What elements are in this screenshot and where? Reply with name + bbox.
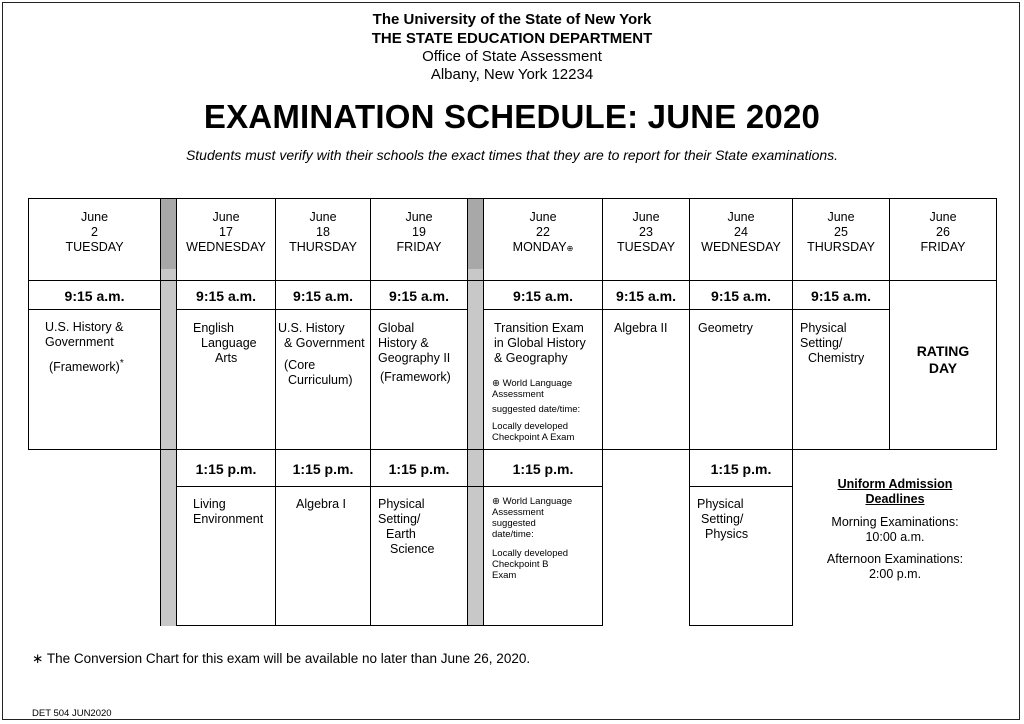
exam-algebra-i: Algebra I: [296, 497, 347, 511]
exam-physical-setting-earth-science: Physical Setting/ Earth Science: [378, 497, 435, 556]
exam-geometry: Geometry: [698, 321, 753, 335]
afternoon-time-june-24: 1:15 p.m.: [710, 461, 772, 477]
day-header-june-24: June 24 WEDNESDAY: [701, 210, 781, 254]
page-title: EXAMINATION SCHEDULE: JUNE 2020: [203, 98, 821, 135]
afternoon-time-june-22: 1:15 p.m.: [512, 461, 574, 477]
world-language-mark-icon: ⊕: [566, 244, 574, 253]
subtitle: Students must verify with their schools the exact times that they are to report for their State examinations.: [185, 147, 839, 163]
exam-global-history-ii: Global History & Geography II (Framework): [378, 321, 451, 384]
exam-living-environment: Living Environment: [193, 497, 264, 526]
afternoon-time-june-18: 1:15 p.m.: [292, 461, 354, 477]
document-code: DET 504 JUN2020: [32, 708, 112, 719]
conversion-chart-footnote: ∗ The Conversion Chart for this exam will be available no later than June 26, 2020.: [32, 651, 531, 666]
exam-us-history-framework: U.S. History & Government (Framework)*: [45, 320, 124, 375]
exam-physical-setting-physics: Physical Setting/ Physics: [697, 497, 749, 541]
world-language-checkpoint-b: ⊕ World Language Assessment suggested date/time: Locally developed Checkpoint B Exam: [492, 496, 573, 581]
afternoon-deadline-label: Afternoon Examinations:: [826, 552, 964, 566]
exam-us-history-core: U.S. History & Government (Core Curriculum): [278, 321, 365, 387]
morning-time-june-23: 9:15 a.m.: [616, 288, 676, 304]
day-header-june-18: June 18 THURSDAY: [289, 210, 357, 254]
afternoon-time-june-19: 1:15 p.m.: [388, 461, 450, 477]
day-header-june-22: June 22 MONDAY⊕: [512, 210, 574, 254]
exam-transition-global-history: Transition Exam in Global History & Geography: [494, 321, 586, 365]
day-header-june-23: June 23 TUESDAY: [616, 210, 676, 254]
address: Albany, New York 12234: [430, 66, 594, 83]
deadlines-title: Uniform Admission: [837, 477, 953, 491]
morning-time-june-24: 9:15 a.m.: [711, 288, 771, 304]
department-name: THE STATE EDUCATION DEPARTMENT: [371, 30, 653, 47]
exam-algebra-ii: Algebra II: [614, 321, 668, 335]
admission-deadlines: Uniform Admission Deadlines Morning Examinations: 10:00 a.m. Afternoon Examinations: 2:00 p.m.: [800, 477, 990, 582]
morning-time-june-2: 9:15 a.m.: [64, 288, 125, 304]
day-header-june-2: June 2 TUESDAY: [65, 210, 124, 254]
afternoon-time-june-17: 1:15 p.m.: [195, 461, 257, 477]
day-header-june-19: June 19 FRIDAY: [396, 210, 442, 254]
morning-deadline-label: Morning Examinations:: [831, 515, 959, 529]
morning-time-june-17: 9:15 a.m.: [196, 288, 256, 304]
separator-column-2-top: [467, 199, 484, 269]
day-header-june-25: June 25 THURSDAY: [807, 210, 875, 254]
day-header-june-26: June 26 FRIDAY: [920, 210, 966, 254]
exam-english-language-arts: English Language Arts: [193, 321, 257, 365]
separator-column-1-top: [160, 199, 177, 269]
day-header-june-17: June 17 WEDNESDAY: [186, 210, 266, 254]
exam-physical-setting-chemistry: Physical Setting/ Chemistry: [800, 321, 865, 365]
morning-time-june-25: 9:15 a.m.: [811, 288, 871, 304]
morning-deadline-time: 10:00 a.m.: [865, 530, 925, 544]
afternoon-deadline-time: 2:00 p.m.: [868, 567, 922, 581]
office-name: Office of State Assessment: [422, 48, 602, 65]
world-language-checkpoint-a: ⊕ World Language Assessment suggested date/time: Locally developed Checkpoint A Exam: [492, 378, 581, 443]
morning-time-june-22: 9:15 a.m.: [513, 288, 573, 304]
university-name: The University of the State of New York: [372, 11, 652, 28]
morning-time-june-18: 9:15 a.m.: [293, 288, 353, 304]
rating-day: RATING DAY: [916, 343, 970, 376]
morning-time-june-19: 9:15 a.m.: [389, 288, 449, 304]
